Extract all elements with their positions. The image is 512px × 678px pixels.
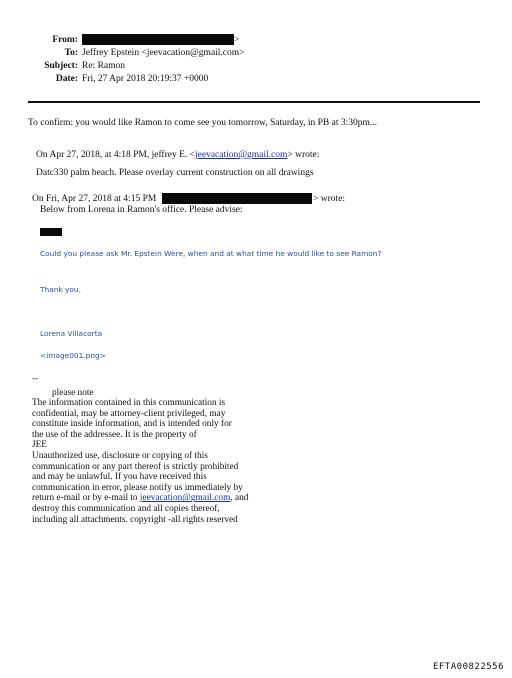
disclaimer-line: including all attachments. copyright -all rights reserved bbox=[32, 514, 238, 525]
redacted-quote2-sender bbox=[162, 193, 312, 204]
email-line-prefix: return e-mail or by e-mail to bbox=[32, 493, 140, 504]
confirm-line: To confirm: you would like Ramon to come see you tomorrow, Saturday, in PB at 3:30pm... bbox=[28, 118, 378, 128]
date-label: Date: bbox=[55, 74, 78, 84]
quote2-body: Below from Lorena in Ramon's office. Please advise: bbox=[40, 205, 243, 215]
subject-label: Subject: bbox=[44, 61, 78, 71]
inner-attachment[interactable]: <image001.png> bbox=[40, 351, 106, 360]
disclaimer-line: Unauthorized use, disclosure or copying of this bbox=[32, 450, 208, 461]
header-divider bbox=[28, 101, 480, 103]
from-tail: > bbox=[234, 35, 240, 45]
quote1-email-link[interactable]: jeevacation@gmail.com bbox=[195, 150, 288, 160]
disclaimer-line: the use of the addressee. It is the property of bbox=[32, 429, 197, 440]
disclaimer-line: communication or any part thereof is strictly prohibited bbox=[32, 461, 239, 472]
disclaimer-line: communication in error, please notify us immediately by bbox=[32, 482, 243, 493]
disclaimer-line: destroy this communication and all copies thereof, bbox=[32, 503, 220, 514]
disclaimer-email-link[interactable]: jeevacation@gmail.com bbox=[139, 493, 231, 504]
disclaimer-line: constitute inside information, and is intended only for bbox=[32, 419, 232, 430]
disclaimer-block bbox=[32, 398, 248, 525]
quote2-prefix: On Fri, Apr 27, 2018 at 4:15 PM bbox=[32, 194, 157, 204]
disclaimer-line: The information contained in this communication is bbox=[32, 398, 226, 408]
to-value: Jeffrey Epstein <jeevacation@gmail.com> bbox=[82, 48, 245, 58]
document-id: EFTA00822556 bbox=[433, 662, 505, 672]
sig-separator: -- bbox=[32, 374, 39, 384]
inner-question: Could you please ask Mr. Epstein Were, when and at what time he would like to see Ramon? bbox=[40, 249, 382, 258]
inner-signature: Lorena Villacorta bbox=[40, 329, 103, 338]
disclaimer-line: and may be unlawful. If you have received this bbox=[32, 472, 207, 483]
quote1-suffix: > wrote: bbox=[287, 150, 320, 160]
from-label: From: bbox=[52, 35, 78, 45]
quote2-suffix: > wrote: bbox=[313, 194, 346, 204]
disclaimer-line: JEE bbox=[32, 440, 47, 451]
redacted-sender bbox=[82, 34, 234, 45]
date-value: Fri, 27 Apr 2018 20:19:37 +0000 bbox=[82, 74, 209, 84]
email-line-suffix: , and bbox=[230, 493, 249, 504]
redacted-greeting bbox=[40, 228, 62, 236]
please-note: please note bbox=[52, 388, 94, 398]
subject-value: Re: Ramon bbox=[82, 61, 126, 71]
to-label: To: bbox=[64, 48, 78, 58]
disclaimer-email-line bbox=[32, 493, 248, 504]
quote1-body: Datc330 palm beach. Please overlay current construction on all drawings bbox=[36, 168, 314, 178]
inner-thanks: Thank you, bbox=[40, 285, 81, 294]
disclaimer-line: confidential, may be attorney-client privileged, may bbox=[32, 408, 226, 419]
quote1-prefix: On Apr 27, 2018, at 4:18 PM, jeffrey E. < bbox=[36, 150, 196, 160]
quote1-header bbox=[36, 150, 319, 160]
